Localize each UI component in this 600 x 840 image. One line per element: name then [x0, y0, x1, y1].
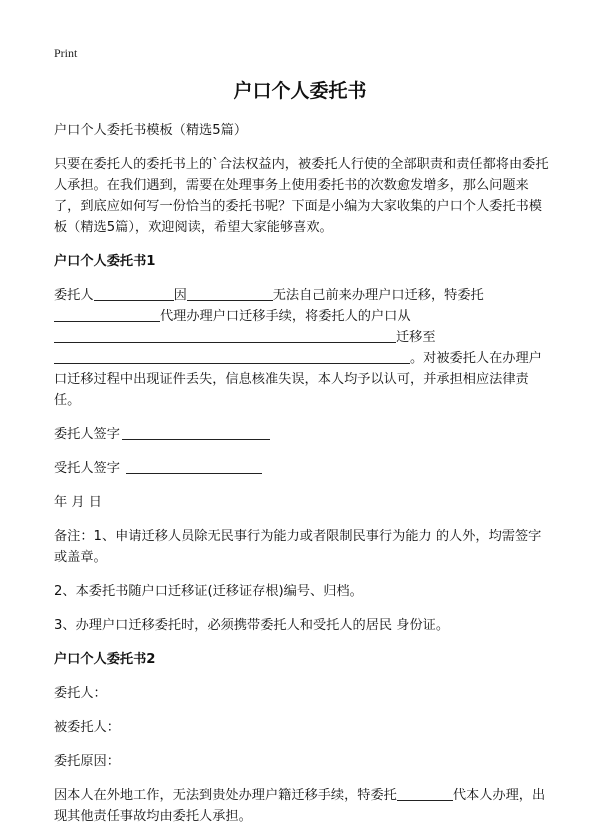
- to-address-blank: [54, 348, 410, 364]
- responsibility-text: 。对被委托人在办理户口迁移过程中出现证件丢失，信息核准失误，本人均予以认可，并承担相应法律责任。: [54, 351, 542, 408]
- note-2: 2、本委托书随户口迁移证(迁移证存根)编号、归档。: [54, 584, 363, 599]
- page-title: 户口个人委托书: [233, 80, 367, 102]
- principal-signature-blank: [122, 424, 270, 440]
- principal-signature-line: [54, 424, 554, 445]
- agent-signature-line: [54, 458, 554, 479]
- reason-blank: [187, 285, 273, 301]
- principal-blank: [94, 285, 174, 301]
- intro-paragraph: 只要在委托人的委托书上的`合法权益内，被委托人行使的全部职责和责任都将由委托人承担。在我们遇到，需要在处理事务上使用委托书的次数愈发增多，那么问题来了，到底应如何写一份恰当的委托书呢？下面是小编为大家收集的户口个人委托书模板（精选5篇），欢迎阅读，希望大家能够喜欢。: [54, 157, 549, 235]
- principal-label: 委托人: [54, 288, 94, 303]
- agent-signature-label: 受托人签字: [54, 461, 120, 476]
- print-link[interactable]: Print: [54, 46, 78, 60]
- unable-text: 无法自己前来办理户口迁移，特委托: [272, 288, 484, 303]
- note-1: 备注：1、申请迁移人员除无民事行为能力或者限制民事行为能力 的人外，均需签字或盖章。: [54, 529, 542, 565]
- section-2-agent-blank: [397, 785, 453, 801]
- move-to-label: 迁移至: [396, 330, 436, 345]
- section-2-heading: 户口个人委托书2: [54, 652, 156, 667]
- section-1-heading: 户口个人委托书1: [54, 254, 156, 269]
- document-subtitle: 户口个人委托书模板（精选5篇）: [54, 123, 248, 138]
- because-label: 因: [173, 288, 187, 303]
- agent-text: 代理办理户口迁移手续，将委托人的户口从: [160, 309, 411, 324]
- section-2-body: [54, 785, 554, 827]
- document-body: [54, 120, 554, 840]
- principal-signature-label: 委托人签字: [54, 427, 120, 442]
- section-1-body: [54, 285, 554, 411]
- agent-signature-blank: [126, 458, 262, 474]
- section-2-reason: 委托原因：: [54, 754, 120, 769]
- section-2-body-before: 因本人在外地工作，无法到贵处办理户籍迁移手续，特委托: [54, 788, 397, 803]
- section-2-body-after: 代本人办理，出现其他责任事故均由委托人承担。: [54, 788, 546, 824]
- from-address-blank: [54, 327, 396, 343]
- section-2-agent: 被委托人：: [54, 720, 120, 735]
- section-2-principal: 委托人：: [54, 686, 107, 701]
- date-line: 年 月 日: [54, 495, 102, 510]
- agent-blank: [54, 306, 160, 322]
- note-3: 3、办理户口迁移委托时，必须携带委托人和受托人的居民 身份证。: [54, 618, 450, 633]
